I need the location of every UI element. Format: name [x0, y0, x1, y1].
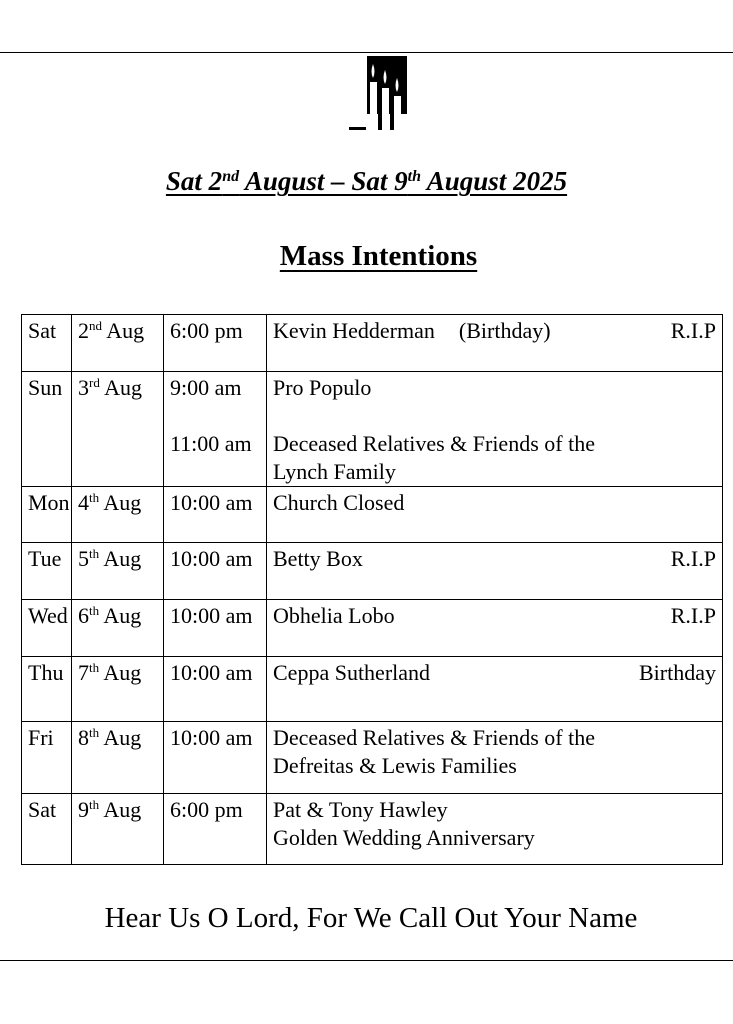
table-row	[22, 657, 723, 722]
time-cell	[164, 487, 267, 543]
date-cell	[72, 543, 164, 600]
spacer	[273, 402, 716, 430]
intention-line	[273, 824, 716, 852]
day-cell: Sat	[22, 794, 72, 865]
date-title-part: August 2025	[421, 166, 568, 196]
date-suffix: rd	[89, 375, 100, 390]
date-title-part: August – Sat 9	[239, 166, 408, 196]
table-row	[22, 794, 723, 865]
bottom-divider	[0, 960, 733, 961]
intention-line	[273, 724, 716, 752]
mass-time: 10:00 am	[170, 546, 253, 571]
time-cell	[164, 794, 267, 865]
date-suffix: th	[89, 725, 100, 740]
day-cell: Sat	[22, 315, 72, 372]
intention-line	[273, 752, 716, 780]
intention-cell	[267, 487, 723, 543]
mass-time: 11:00 am	[170, 431, 252, 456]
mass-time: 10:00 am	[170, 603, 253, 628]
day-cell: Tue	[22, 543, 72, 600]
intention-cell	[267, 794, 723, 865]
date-cell	[72, 372, 164, 487]
mass-time: 6:00 pm	[170, 318, 243, 343]
date-cell	[72, 794, 164, 865]
intention-line	[273, 374, 716, 402]
intention-name: Church Closed	[273, 490, 405, 515]
intention-name: Lynch Family	[273, 459, 396, 484]
mass-time: 10:00 am	[170, 660, 253, 685]
intention-name: Defreitas & Lewis Families	[273, 753, 517, 778]
mass-intentions-table	[21, 314, 723, 865]
date-cell	[72, 657, 164, 722]
date-month: Aug	[99, 725, 142, 750]
date-month: Aug	[99, 797, 142, 822]
intention-name: Deceased Relatives & Friends of the	[273, 431, 595, 456]
date-month: Aug	[99, 546, 142, 571]
date-number: 2	[78, 318, 89, 343]
intention-cell	[267, 600, 723, 657]
date-number: 9	[78, 797, 89, 822]
day-cell: Fri	[22, 722, 72, 794]
time-cell	[164, 657, 267, 722]
intention-name: Golden Wedding Anniversary	[273, 825, 535, 850]
date-suffix: th	[89, 797, 100, 812]
table-row	[22, 722, 723, 794]
intention-cell	[267, 372, 723, 487]
date-cell	[72, 315, 164, 372]
table-row	[22, 315, 723, 372]
date-suffix: th	[89, 490, 100, 505]
date-month: Aug	[99, 375, 143, 400]
intention-line	[273, 430, 716, 458]
mass-time: 10:00 am	[170, 725, 253, 750]
intention-name: Deceased Relatives & Friends of the	[273, 725, 595, 750]
date-month: Aug	[99, 490, 142, 515]
section-title: Mass Intentions	[279, 240, 478, 272]
date-cell	[72, 487, 164, 543]
intention-cell	[267, 543, 723, 600]
intention-name: Obhelia Lobo	[273, 603, 395, 628]
date-title-part: Sat 2	[165, 166, 223, 196]
date-month: Aug	[99, 660, 142, 685]
intention-line	[273, 602, 716, 630]
intention-tag: R.I.P	[670, 318, 716, 343]
table-row	[22, 372, 723, 487]
mass-time: 6:00 pm	[170, 797, 243, 822]
day-cell: Mon	[22, 487, 72, 543]
date-number: 8	[78, 725, 89, 750]
time-cell	[164, 543, 267, 600]
date-number: 3	[78, 375, 89, 400]
table-row	[22, 543, 723, 600]
table-row	[22, 487, 723, 543]
date-cell	[72, 722, 164, 794]
intention-cell	[267, 657, 723, 722]
intention-line	[273, 317, 716, 345]
date-suffix: nd	[89, 318, 102, 333]
date-title-suffix: th	[407, 168, 422, 185]
day-cell: Thu	[22, 657, 72, 722]
intention-name: Ceppa Sutherland	[273, 660, 431, 685]
intention-name: Kevin Hedderman	[273, 318, 435, 343]
intention-line	[273, 545, 716, 573]
candles-logo-icon	[349, 52, 411, 132]
intention-occasion: (Birthday)	[458, 318, 551, 343]
date-cell	[72, 600, 164, 657]
time-cell	[164, 722, 267, 794]
time-cell	[164, 315, 267, 372]
day-cell: Wed	[22, 600, 72, 657]
time-cell	[164, 372, 267, 487]
intention-line	[273, 458, 716, 486]
date-range-title	[0, 166, 733, 197]
day-cell: Sun	[22, 372, 72, 487]
intention-tag: R.I.P	[670, 603, 716, 628]
mass-time: 10:00 am	[170, 490, 253, 515]
mass-time: 9:00 am	[170, 375, 242, 400]
date-number: 7	[78, 660, 89, 685]
date-title-suffix: nd	[222, 168, 240, 185]
time-cell	[164, 600, 267, 657]
intention-line	[273, 796, 716, 824]
table-row	[22, 600, 723, 657]
intention-cell	[267, 315, 723, 372]
intention-line	[273, 489, 716, 517]
date-month: Aug	[99, 603, 142, 628]
footer-prayer: Hear Us O Lord, For We Call Out Your Name	[104, 902, 638, 934]
intention-name: Pat & Tony Hawley	[273, 797, 448, 822]
spacer	[170, 402, 260, 430]
date-suffix: th	[89, 546, 100, 561]
intention-name: Pro Populo	[273, 375, 372, 400]
date-number: 4	[78, 490, 89, 515]
date-month: Aug	[102, 318, 145, 343]
intention-name: Betty Box	[273, 546, 363, 571]
intention-tag: R.I.P	[670, 546, 716, 571]
date-number: 6	[78, 603, 89, 628]
intention-line	[273, 659, 716, 687]
date-suffix: th	[89, 603, 100, 618]
intention-cell	[267, 722, 723, 794]
date-suffix: th	[89, 660, 100, 675]
intention-tag: Birthday	[639, 660, 716, 685]
date-number: 5	[78, 546, 89, 571]
